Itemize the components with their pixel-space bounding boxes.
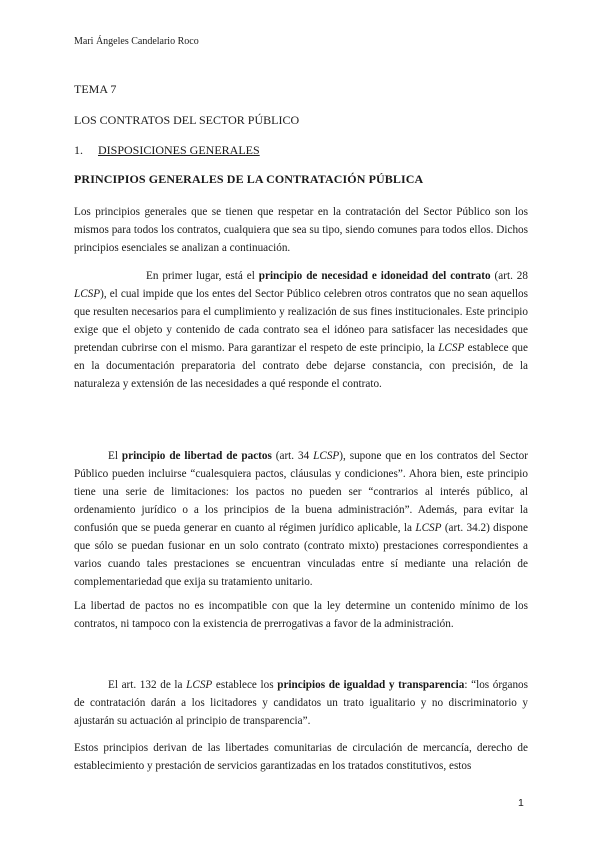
text-run: El art. 132 de la [108,679,187,691]
text-run: (art. 28 [490,270,528,282]
paragraph-libertades: Estos principios derivan de las libertades comunitarias de circulación de mercancía, derecho de establecimiento y prestación de servicios garantizadas en los tratados constitutivos, estos [74,742,528,772]
law-abbrev: LCSP [74,288,101,300]
principles-heading: PRINCIPIOS GENERALES DE LA CONTRATACIÓN PÚBLICA [74,172,424,186]
section-heading [74,143,260,158]
principle-name: principio de libertad de pactos [121,450,272,462]
law-abbrev: LCSP [415,522,442,534]
topic-label: TEMA 7 [74,82,117,96]
paragraph-necesidad [74,267,528,393]
law-abbrev: LCSP [186,679,213,691]
principle-name: principios de igualdad y transparencia [277,679,465,691]
law-abbrev: LCSP [313,450,340,462]
text-run: establece los [212,679,278,691]
text-run: (art. 34 [271,450,314,462]
paragraph-contenido-minimo: La libertad de pactos no es incompatible con que la ley determine un contenido mínimo de los contratos, ni tampoco con la existencia de prerrogativas a favor de la administración. [74,600,528,630]
text-run: establece que en la documentación preparatoria del contrato debe dejarse constancia, con precisión, de la naturaleza y extensión de las necesidades a qué responde el contrato. [74,342,528,390]
paragraph-intro: Los principios generales que se tienen que respetar en la contratación del Sector Público son los mismos para todos los contratos, cualquiera que sea su tipo, siendo comunes para todos ellos. Dichos principios esenciales se analizan a continuación. [74,206,528,254]
text-run: ), supone que en los contratos del Sector Público pueden incluirse “cualesquiera pactos, cláusulas y condiciones”. Ahora bien, este principio tiene una serie de limitaciones: los pactos no pueden ser “contrarios al interés público, al ordenamiento jurídico o a los principios de la buena administración”. Además, para evitar la confusión que se pueda generar en cuanto al régimen jurídico aplicable, la [74,450,528,534]
section-number: 1. [74,143,83,157]
topic-title: LOS CONTRATOS DEL SECTOR PÚBLICO [74,113,300,127]
law-abbrev: LCSP [438,342,465,354]
section-title: DISPOSICIONES GENERALES [98,143,260,157]
paragraph-igualdad [74,676,528,730]
principle-name: principio de necesidad e idoneidad del contrato [258,270,491,282]
page-number: 1 [518,797,524,809]
text-run: (art. 34.2) dispone que sólo se puedan fusionar en un solo contrato (contrato mixto) prestaciones correspondientes a varios cuando tales prestaciones se encuentran vinculadas entre sí mediante una relación de complementariedad que exija su tratamiento unitario. [74,522,528,588]
text-run: ), el cual impide que los entes del Sector Público celebren otros contratos que no sean aquellos que resulten necesarios para el cumplimiento y realización de sus fines institucionales. Este principio exige que el objeto y contenido de cada contrato sea el idóneo para satisfacer las necesidades que pretendan cubrirse con el mismo. Para garantizar el respeto de este principio, la [74,288,528,354]
text-run: El [108,450,122,462]
text-run: En primer lugar, está el [146,270,259,282]
text-run: : “los órganos de contratación darán a los licitadores y candidatos un trato igualitario y no discriminatorio y ajustarán su actuación al principio de transparencia”. [74,679,528,727]
paragraph-libertad-pactos [74,447,528,591]
page-header-author: Mari Ángeles Candelario Roco [74,36,199,47]
